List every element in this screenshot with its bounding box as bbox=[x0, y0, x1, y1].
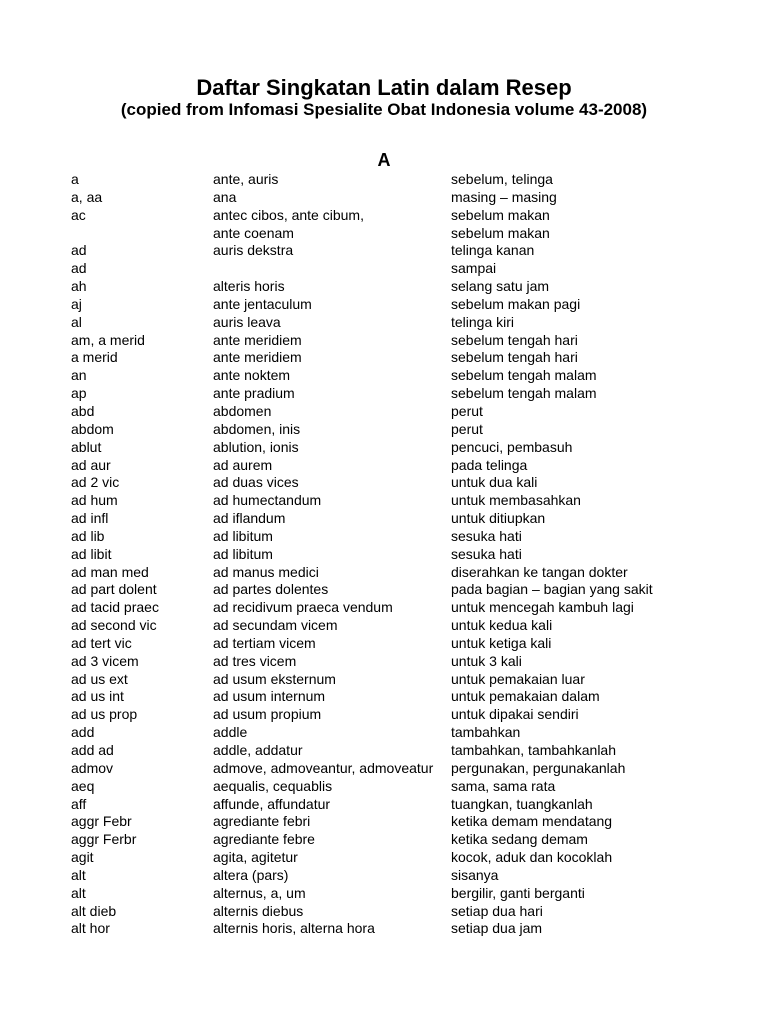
abbreviation-cell: a, aa bbox=[71, 188, 103, 205]
meaning-cell: sebelum tengah hari bbox=[451, 349, 578, 366]
latin-term-cell: altera (pars) bbox=[213, 866, 289, 883]
latin-term-cell: alteris horis bbox=[213, 278, 285, 295]
meaning-cell: telinga kiri bbox=[451, 313, 515, 330]
abbreviation-cell: alt dieb bbox=[71, 902, 117, 919]
list-item bbox=[0, 903, 768, 921]
meaning-cell: perut bbox=[451, 402, 483, 419]
list-item bbox=[0, 296, 768, 314]
meaning-cell: sebelum, telinga bbox=[451, 171, 553, 187]
meaning-cell: masing – masing bbox=[451, 188, 557, 205]
abbreviation-cell: ad aur bbox=[71, 456, 111, 473]
abbreviation-cell: ad us prop bbox=[71, 706, 138, 723]
latin-term-cell: ad usum propium bbox=[213, 706, 322, 723]
latin-term-cell: ad usum internum bbox=[213, 688, 326, 705]
list-item bbox=[0, 225, 768, 243]
list-item bbox=[0, 796, 768, 814]
list-item bbox=[0, 278, 768, 296]
latin-term-cell: ad libitum bbox=[213, 527, 273, 544]
meaning-cell: sebelum tengah malam bbox=[451, 385, 597, 402]
list-item bbox=[0, 403, 768, 421]
list-item bbox=[0, 778, 768, 796]
latin-term-cell: abdomen bbox=[213, 402, 272, 419]
list-item bbox=[0, 688, 768, 706]
latin-term-cell: addle bbox=[213, 724, 248, 741]
latin-term-cell: ad secundam vicem bbox=[213, 617, 338, 634]
list-item bbox=[0, 831, 768, 849]
meaning-cell: untuk mencegah kambuh lagi bbox=[451, 599, 634, 616]
meaning-cell: diserahkan ke tangan dokter bbox=[451, 563, 628, 580]
abbreviation-list bbox=[0, 171, 768, 938]
list-item bbox=[0, 724, 768, 742]
list-item bbox=[0, 385, 768, 403]
latin-term-cell: agrediante febre bbox=[213, 831, 315, 848]
abbreviation-cell: am, a merid bbox=[71, 331, 145, 348]
page-subtitle: (copied from Infomasi Spesialite Obat Indonesia volume 43-2008) bbox=[120, 100, 648, 119]
latin-term-cell: antec cibos, ante cibum, bbox=[213, 206, 364, 223]
abbreviation-cell: al bbox=[71, 313, 82, 330]
meaning-cell: untuk ketiga kali bbox=[451, 634, 552, 651]
section-heading: A bbox=[377, 150, 391, 170]
meaning-cell: sisanya bbox=[451, 866, 499, 883]
abbreviation-cell: ad infl bbox=[71, 510, 109, 527]
list-item bbox=[0, 706, 768, 724]
latin-term-cell: auris dekstra bbox=[213, 242, 294, 259]
meaning-cell: telinga kanan bbox=[451, 242, 535, 259]
abbreviation-cell: ad 2 vic bbox=[71, 474, 120, 491]
meaning-cell: perut bbox=[451, 420, 483, 437]
list-item bbox=[0, 849, 768, 867]
abbreviation-cell: a bbox=[71, 171, 79, 187]
latin-term-cell: aequalis, cequablis bbox=[213, 777, 333, 794]
list-item bbox=[0, 457, 768, 475]
abbreviation-cell: add ad bbox=[71, 742, 114, 758]
abbreviation-cell: abdom bbox=[71, 420, 114, 437]
abbreviation-cell: ablut bbox=[71, 438, 102, 455]
latin-term-cell: addle, addatur bbox=[213, 742, 303, 758]
list-item bbox=[0, 599, 768, 617]
meaning-cell: pergunakan, pergunakanlah bbox=[451, 759, 626, 776]
list-item bbox=[0, 260, 768, 278]
abbreviation-cell: ad us int bbox=[71, 688, 124, 705]
list-item bbox=[0, 671, 768, 689]
list-item bbox=[0, 653, 768, 671]
abbreviation-cell: ad us ext bbox=[71, 670, 128, 687]
latin-term-cell: alternis horis, alterna hora bbox=[213, 920, 375, 937]
latin-term-cell: ad humectandum bbox=[213, 492, 322, 509]
abbreviation-cell: ac bbox=[71, 206, 86, 223]
latin-term-cell: ad duas vices bbox=[213, 474, 299, 491]
meaning-cell: sama, sama rata bbox=[451, 777, 556, 794]
latin-term-cell: agrediante febri bbox=[213, 813, 311, 830]
latin-term-cell: admove, admoveantur, admoveatur bbox=[213, 759, 434, 776]
latin-term-cell: ad aurem bbox=[213, 456, 273, 473]
list-item bbox=[0, 207, 768, 225]
list-item bbox=[0, 242, 768, 260]
list-item bbox=[0, 581, 768, 599]
meaning-cell: selang satu jam bbox=[451, 278, 550, 295]
meaning-cell: untuk pemakaian dalam bbox=[451, 688, 600, 705]
abbreviation-cell: agit bbox=[71, 849, 94, 866]
meaning-cell: ketika sedang demam bbox=[451, 831, 588, 848]
latin-term-cell: ad recidivum praeca vendum bbox=[213, 599, 393, 616]
abbreviation-cell: ad man med bbox=[71, 563, 149, 580]
meaning-cell: sampai bbox=[451, 260, 497, 277]
latin-term-cell: ad iflandum bbox=[213, 510, 286, 527]
latin-term-cell: alternus, a, um bbox=[213, 884, 306, 901]
list-item bbox=[0, 742, 768, 760]
latin-term-cell: ante pradium bbox=[213, 385, 295, 402]
abbreviation-cell: a merid bbox=[71, 349, 118, 366]
list-item bbox=[0, 760, 768, 778]
meaning-cell: untuk 3 kali bbox=[451, 652, 522, 669]
abbreviation-cell: ad second vic bbox=[71, 617, 157, 634]
list-item bbox=[0, 813, 768, 831]
abbreviation-cell: abd bbox=[71, 402, 95, 419]
list-item bbox=[0, 171, 768, 189]
meaning-cell: ketika demam mendatang bbox=[451, 813, 613, 830]
meaning-cell: setiap dua hari bbox=[451, 902, 543, 919]
meaning-cell: pencuci, pembasuh bbox=[451, 438, 573, 455]
abbreviation-cell: ad part dolent bbox=[71, 581, 157, 598]
list-item bbox=[0, 867, 768, 885]
meaning-cell: bergilir, ganti berganti bbox=[451, 884, 585, 901]
abbreviation-cell: ad tacid praec bbox=[71, 599, 159, 616]
latin-term-cell: auris leava bbox=[213, 313, 281, 330]
abbreviation-cell: aeq bbox=[71, 777, 95, 794]
abbreviation-cell: aff bbox=[71, 795, 87, 812]
list-item bbox=[0, 367, 768, 385]
list-item bbox=[0, 635, 768, 653]
latin-term-cell: ante noktem bbox=[213, 367, 291, 384]
abbreviation-cell: ad hum bbox=[71, 492, 118, 509]
list-item bbox=[0, 492, 768, 510]
latin-term-cell: ante meridiem bbox=[213, 331, 302, 348]
abbreviation-cell: ah bbox=[71, 278, 87, 295]
list-item bbox=[0, 474, 768, 492]
abbreviation-cell: alt bbox=[71, 866, 86, 883]
list-item bbox=[0, 332, 768, 350]
list-item bbox=[0, 564, 768, 582]
meaning-cell: untuk ditiupkan bbox=[451, 510, 546, 527]
latin-term-cell: ante, auris bbox=[213, 171, 279, 187]
abbreviation-cell: add bbox=[71, 724, 95, 741]
abbreviation-cell: ad 3 vicem bbox=[71, 652, 139, 669]
latin-term-cell: agita, agitetur bbox=[213, 849, 298, 866]
meaning-cell: tambahkan bbox=[451, 724, 521, 741]
meaning-cell: sebelum tengah malam bbox=[451, 367, 597, 384]
meaning-cell: sebelum makan bbox=[451, 224, 550, 241]
list-item bbox=[0, 617, 768, 635]
meaning-cell: pada bagian – bagian yang sakit bbox=[451, 581, 653, 598]
abbreviation-cell: aj bbox=[71, 295, 82, 312]
latin-term-cell: ante jentaculum bbox=[213, 295, 312, 312]
abbreviation-cell: admov bbox=[71, 759, 114, 776]
meaning-cell: sesuka hati bbox=[451, 527, 522, 544]
meaning-cell: tambahkan, tambahkanlah bbox=[451, 742, 616, 758]
meaning-cell: untuk dua kali bbox=[451, 474, 538, 491]
latin-term-cell: alternis diebus bbox=[213, 902, 304, 919]
meaning-cell: pada telinga bbox=[451, 456, 528, 473]
abbreviation-cell: alt bbox=[71, 884, 86, 901]
abbreviation-cell: an bbox=[71, 367, 87, 384]
abbreviation-cell: ad lib bbox=[71, 527, 105, 544]
list-item bbox=[0, 439, 768, 457]
list-item bbox=[0, 546, 768, 564]
latin-term-cell: ad tres vicem bbox=[213, 652, 297, 669]
latin-term-cell: ante meridiem bbox=[213, 349, 302, 366]
meaning-cell: kocok, aduk dan kocoklah bbox=[451, 849, 613, 866]
list-item bbox=[0, 920, 768, 938]
abbreviation-cell: ad libit bbox=[71, 545, 112, 562]
latin-term-cell: abdomen, inis bbox=[213, 420, 301, 437]
latin-term-cell: ana bbox=[213, 188, 237, 205]
latin-term-cell: ad tertiam vicem bbox=[213, 634, 316, 651]
abbreviation-cell: aggr Febr bbox=[71, 813, 132, 830]
meaning-cell: sesuka hati bbox=[451, 545, 522, 562]
meaning-cell: tuangkan, tuangkanlah bbox=[451, 795, 593, 812]
abbreviation-cell: alt hor bbox=[71, 920, 110, 937]
list-item bbox=[0, 189, 768, 207]
abbreviation-cell: ad tert vic bbox=[71, 634, 132, 651]
meaning-cell: untuk dipakai sendiri bbox=[451, 706, 579, 723]
abbreviation-cell: ap bbox=[71, 385, 87, 402]
latin-term-cell: ablution, ionis bbox=[213, 438, 299, 455]
list-item bbox=[0, 421, 768, 439]
meaning-cell: untuk kedua kali bbox=[451, 617, 553, 634]
abbreviation-cell: aggr Ferbr bbox=[71, 831, 137, 848]
abbreviation-cell: ad bbox=[71, 242, 87, 259]
list-item bbox=[0, 510, 768, 528]
meaning-cell: sebelum tengah hari bbox=[451, 331, 578, 348]
latin-term-cell: affunde, affundatur bbox=[213, 795, 331, 812]
list-item bbox=[0, 314, 768, 332]
meaning-cell: setiap dua jam bbox=[451, 920, 543, 937]
latin-term-cell: ad libitum bbox=[213, 545, 273, 562]
abbreviation-cell: ad bbox=[71, 260, 87, 277]
list-item bbox=[0, 885, 768, 903]
list-item bbox=[0, 528, 768, 546]
page-title: Daftar Singkatan Latin dalam Resep bbox=[196, 75, 572, 100]
latin-term-cell: ad manus medici bbox=[213, 563, 319, 580]
latin-term-cell: ad usum eksternum bbox=[213, 670, 336, 687]
latin-term-cell: ad partes dolentes bbox=[213, 581, 329, 598]
latin-term-cell: ante coenam bbox=[213, 224, 294, 241]
meaning-cell: sebelum makan pagi bbox=[451, 295, 581, 312]
meaning-cell: sebelum makan bbox=[451, 206, 550, 223]
meaning-cell: untuk membasahkan bbox=[451, 492, 581, 509]
meaning-cell: untuk pemakaian luar bbox=[451, 670, 585, 687]
list-item bbox=[0, 349, 768, 367]
